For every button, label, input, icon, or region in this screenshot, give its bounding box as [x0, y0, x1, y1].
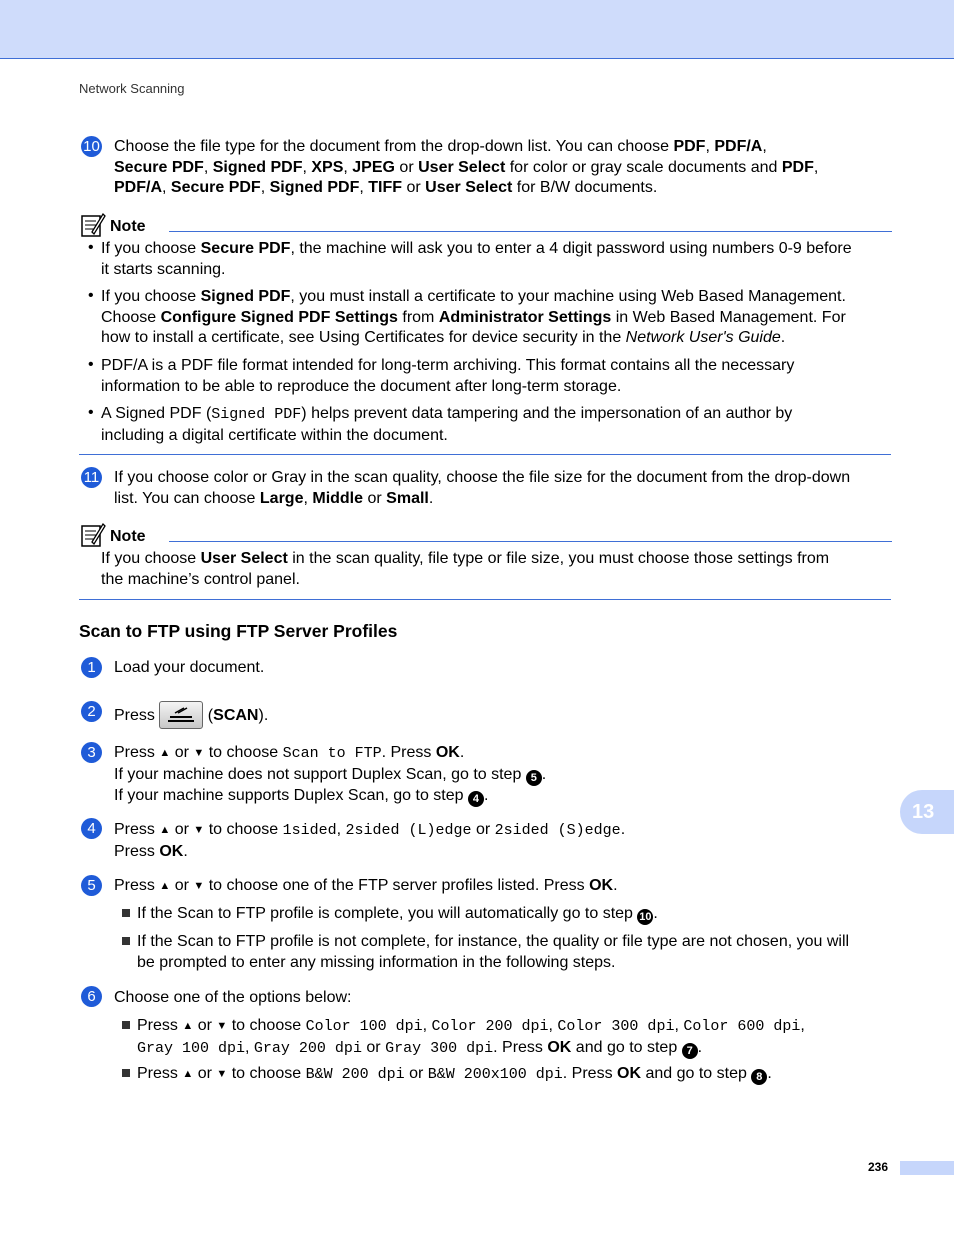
note-icon — [80, 522, 106, 548]
note-bullet-signed-pdf: A Signed PDF (Signed PDF) helps prevent data tampering and the impersonation of an author by including a digital certificate within the document. — [101, 405, 793, 444]
bullet: • — [88, 287, 94, 304]
up-arrow-icon: ▲ — [159, 824, 171, 836]
note-header-1 — [80, 212, 892, 238]
header-band — [0, 0, 954, 59]
note-header-2 — [80, 522, 892, 548]
bullet: • — [88, 356, 94, 373]
step-number-5: 5 — [81, 875, 102, 896]
step-6-text: Choose one of the options below: — [114, 989, 352, 1006]
step-11-text: If you choose color or Gray in the scan quality, choose the file size for the document from the drop-down list. You can choose Large, Middle or Small. — [114, 469, 851, 507]
step-3-text: Press ▲ or ▼ to choose Scan to FTP. Press OK. If your machine does not support Duplex Scan, go to step 5 . If your machine supports Duplex Scan, go to step 4 . — [114, 744, 547, 805]
bullet: • — [88, 239, 94, 256]
scanner-icon — [160, 702, 202, 728]
note-end-rule — [79, 599, 891, 600]
down-arrow-icon: ▼ — [193, 824, 205, 836]
step-number-11: 11 — [81, 467, 102, 488]
chapter-tab[interactable]: 13 — [900, 790, 954, 834]
square-bullet — [122, 1021, 130, 1029]
note-bullet-secure: If you choose Secure PDF, the machine will ask you to enter a 4 digit password using numbers 0-9 before it starts scanning. — [101, 240, 852, 278]
note-2-text: If you choose User Select in the scan quality, file type or file size, you must choose those settings from the machine’s control panel. — [101, 550, 830, 588]
note-bullet-signed: If you choose Signed PDF, you must install a certificate to your machine using Web Based Management. Choose Configure Signed PDF Settings from Administrator Settings in Web Based Management. For how to install a certificate, see Using Certificates for device security in the Network User's Guide. — [101, 288, 846, 346]
footer-bar — [900, 1161, 954, 1175]
step-number-1: 1 — [81, 657, 102, 678]
step-ref-8[interactable]: 8 — [751, 1069, 767, 1085]
down-arrow-icon: ▼ — [216, 1020, 228, 1032]
up-arrow-icon: ▲ — [159, 880, 171, 892]
step-6-bw-options: Press ▲ or ▼ to choose B&W 200 dpi or B&W 200x100 dpi. Press OK and go to step 8 . — [137, 1065, 772, 1083]
up-arrow-icon: ▲ — [159, 747, 171, 759]
step-number-3: 3 — [81, 742, 102, 763]
section-heading: Scan to FTP using FTP Server Profiles — [79, 621, 398, 641]
step-5-sub-complete: If the Scan to FTP profile is complete, you will automatically go to step 10 . — [137, 905, 658, 923]
note-icon — [80, 212, 106, 238]
step-number-4: 4 — [81, 818, 102, 839]
step-1-text: Load your document. — [114, 659, 265, 676]
step-6-color-gray-options: Press ▲ or ▼ to choose Color 100 dpi, Color 200 dpi, Color 300 dpi, Color 600 dpi, Gray 100 dpi, Gray 200 dpi or Gray 300 dpi. Press OK and go to step 7 . — [137, 1017, 805, 1057]
step-5-text: Press ▲ or ▼ to choose one of the FTP server profiles listed. Press OK. — [114, 877, 618, 894]
step-ref-10[interactable]: 10 — [639, 911, 652, 923]
note-end-rule — [79, 454, 891, 455]
running-title: Network Scanning — [79, 81, 185, 96]
down-arrow-icon: ▼ — [193, 880, 205, 892]
page-number: 236 — [868, 1160, 889, 1174]
step-number-6: 6 — [81, 986, 102, 1007]
up-arrow-icon: ▲ — [182, 1068, 194, 1080]
bullet: • — [88, 404, 94, 421]
up-arrow-icon: ▲ — [182, 1020, 194, 1032]
note-rule — [169, 541, 892, 542]
note-label: Note — [110, 528, 146, 545]
step-2-text: Press (SCAN). — [114, 701, 268, 729]
step-number-10: 10 — [81, 136, 102, 157]
step-ref-7[interactable]: 7 — [682, 1043, 698, 1059]
down-arrow-icon: ▼ — [216, 1068, 228, 1080]
step-ref-4[interactable]: 4 — [468, 791, 484, 807]
square-bullet — [122, 937, 130, 945]
step-10-text: Choose the file type for the document from the drop-down list. You can choose PDF, PDF/A, Secure PDF, Signed PDF, XPS, JPEG or User Select for color or gray scale documents and PDF, PDF/A, Secure PDF, Signed PDF, TIFF or User Select for B/W documents. — [114, 138, 819, 196]
square-bullet — [122, 1069, 130, 1077]
note-bullet-pdfa: PDF/A is a PDF file format intended for long-term archiving. This format contains all the necessary information to be able to reproduce the document after long-term storage. — [101, 357, 795, 395]
step-5-sub-incomplete: If the Scan to FTP profile is not complete, for instance, the quality or file type are not chosen, you will be prompted to enter any missing information in the following steps. — [137, 933, 850, 971]
note-label: Note — [110, 218, 146, 235]
down-arrow-icon: ▼ — [193, 747, 205, 759]
step-number-2: 2 — [81, 701, 102, 722]
step-4-text: Press ▲ or ▼ to choose 1sided, 2sided (L)edge or 2sided (S)edge. Press OK. — [114, 821, 626, 860]
note-rule — [169, 231, 892, 232]
scan-key-button[interactable] — [159, 701, 203, 729]
step-ref-5[interactable]: 5 — [526, 770, 542, 786]
square-bullet — [122, 909, 130, 917]
